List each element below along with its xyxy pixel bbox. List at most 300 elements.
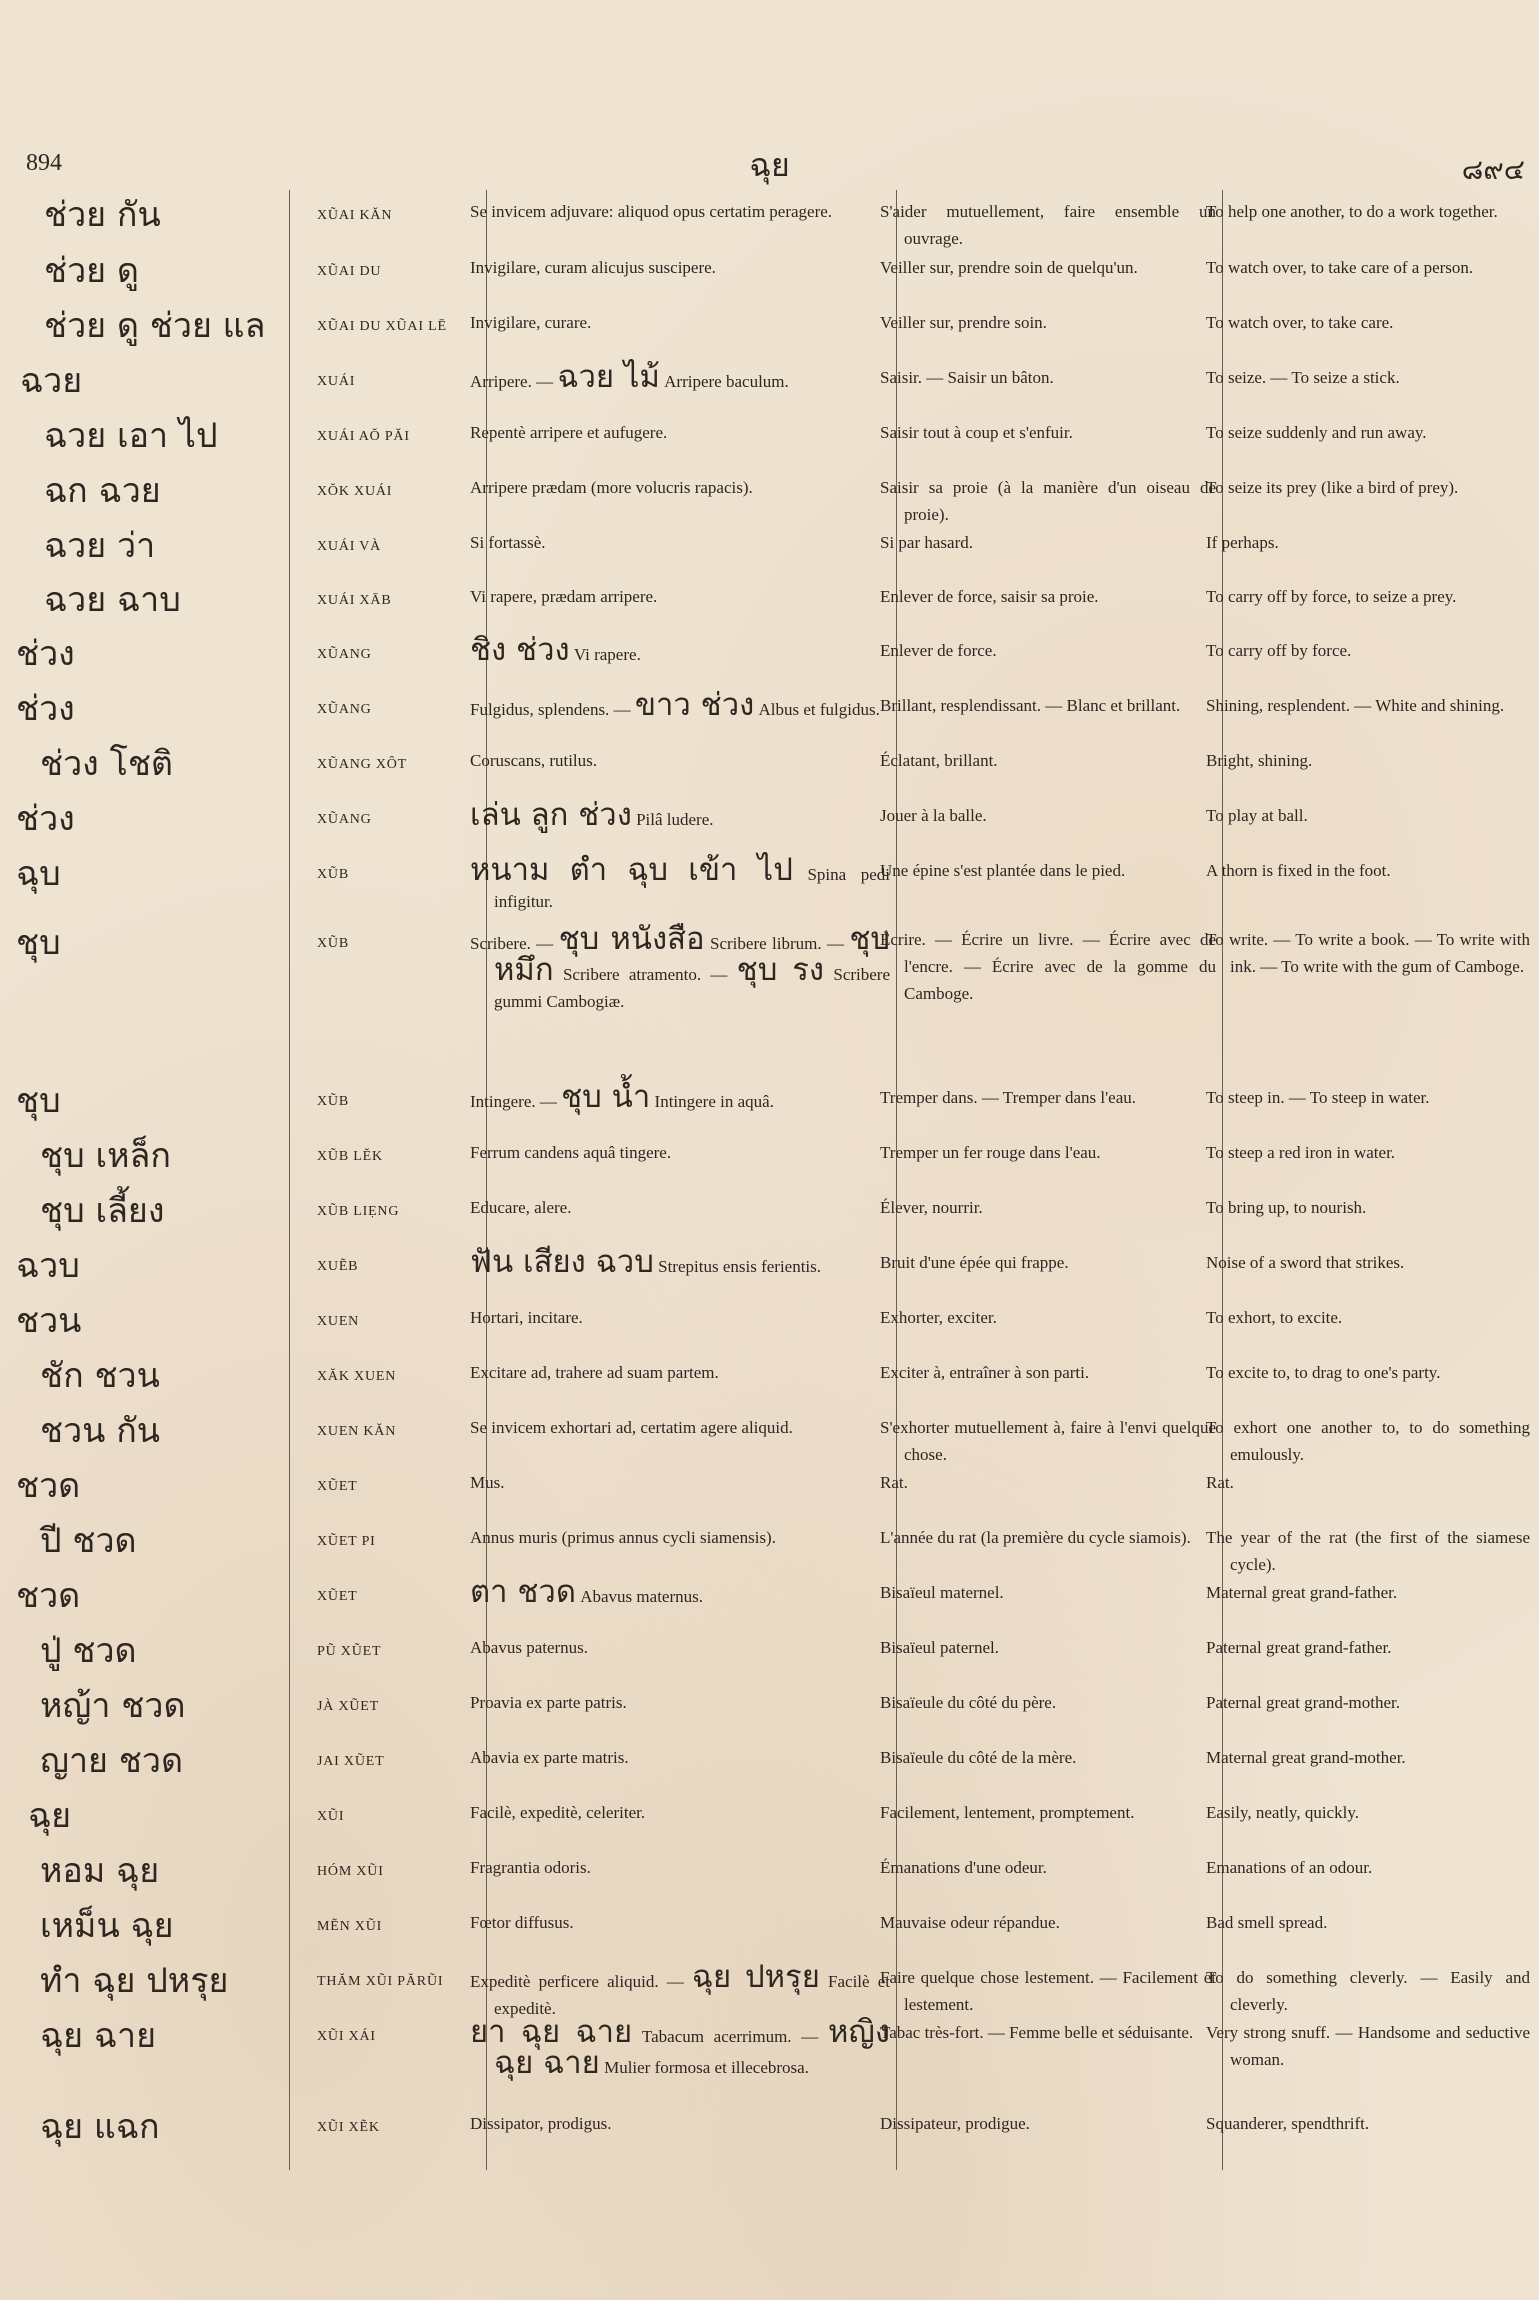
latin-text: [470, 1414, 890, 1441]
french-text: Rat.: [880, 1473, 908, 1492]
english-definition: [1206, 926, 1530, 980]
latin-definition: [470, 1799, 890, 1826]
thai-headword: ฉุบ: [16, 854, 61, 894]
english-definition: [1206, 802, 1530, 829]
transliteration: XUÁI VÀ: [317, 539, 382, 554]
latin-definition: [470, 309, 890, 336]
latin-definition: [470, 1304, 890, 1331]
latin-text-part: Scribere librum. —: [710, 934, 844, 953]
french-text: Saisir sa proie (à la manière d'un oiseau de proie).: [880, 478, 1216, 524]
french-definition: [880, 254, 1216, 281]
thai-example: ฉวย ไม้: [557, 359, 660, 395]
thai-headword: ช่วง: [16, 799, 75, 839]
thai-headword: ปู่ ชวด: [40, 1631, 137, 1671]
transliteration: XŨANG XÔT: [317, 757, 408, 772]
thai-example: ฉุย ปหรุย: [691, 1959, 820, 1995]
english-definition: [1206, 1249, 1530, 1276]
thai-headword: ช่วย ดู ช่วย แล: [44, 306, 266, 346]
latin-text: [470, 359, 890, 395]
transliteration: PŨ XŨET: [317, 1644, 382, 1659]
french-definition: [880, 1194, 1216, 1221]
latin-text-part: Scribere atramento. —: [562, 965, 728, 984]
latin-text: [470, 852, 890, 915]
latin-text: [470, 1079, 890, 1115]
french-text: Exhorter, exciter.: [880, 1308, 997, 1327]
french-text: Une épine s'est plantée dans le pied.: [880, 861, 1126, 880]
latin-definition: [470, 1689, 890, 1716]
french-definition: [880, 1964, 1216, 2018]
french-definition: [880, 2019, 1216, 2046]
transliteration: XŎK XUÁI: [317, 484, 393, 499]
english-definition: [1206, 2110, 1530, 2137]
french-text: Bruit d'une épée qui frappe.: [880, 1253, 1069, 1272]
french-definition: [880, 1634, 1216, 1661]
english-definition: [1206, 419, 1530, 446]
latin-text-part: Ferrum candens aquâ tingere.: [470, 1143, 672, 1162]
latin-text: [470, 1634, 890, 1661]
english-definition: [1206, 1414, 1530, 1468]
english-text: Very strong snuff. — Handsome and seductive woman.: [1206, 2023, 1530, 2069]
english-text: Easily, neatly, quickly.: [1206, 1803, 1359, 1822]
english-definition: [1206, 1854, 1530, 1881]
french-text: Enlever de force, saisir sa proie.: [880, 587, 1099, 606]
latin-text-part: Fragrantia odoris.: [470, 1858, 591, 1877]
english-text: To do something cleverly. — Easily and cleverly.: [1206, 1968, 1530, 2014]
thai-headword: ฉวย ว่า: [44, 526, 156, 566]
latin-definition: [470, 1574, 890, 1610]
latin-text: [470, 1304, 890, 1331]
english-definition: [1206, 857, 1530, 884]
latin-definition: [470, 1359, 890, 1386]
thai-example: หนาม ตำ ฉุบ เข้า ไป: [470, 852, 793, 888]
latin-text-part: Arripere prædam (more volucris rapacis).: [470, 478, 753, 497]
french-text: Jouer à la balle.: [880, 806, 987, 825]
french-text: Si par hasard.: [880, 533, 974, 552]
french-definition: [880, 1524, 1216, 1551]
english-text: To seize. — To seize a stick.: [1206, 368, 1400, 387]
french-text: S'aider mutuellement, faire ensemble un ouvrage.: [880, 202, 1216, 248]
latin-definition: [470, 1634, 890, 1661]
column-rule: [289, 190, 290, 2170]
thai-headword: ชุบ: [16, 923, 61, 963]
french-definition: [880, 583, 1216, 610]
thai-example: ชุบ หนังสือ: [558, 921, 705, 957]
latin-text-part: Se invicem adjuvare: aliquod opus certatim peragere.: [470, 202, 833, 221]
thai-headword: ฉุย แฉก: [40, 2107, 160, 2147]
latin-text-part: Repentè arripere et aufugere.: [470, 423, 668, 442]
thai-example: หญิง ฉุย ฉาย: [494, 2014, 890, 2081]
english-text: The year of the rat (the first of the siamese cycle).: [1206, 1528, 1530, 1574]
english-definition: [1206, 1689, 1530, 1716]
english-text: To watch over, to take care.: [1206, 313, 1394, 332]
transliteration: XUÁI AŎ PǍI: [317, 429, 410, 444]
latin-text-part: Proavia ex parte patris.: [470, 1693, 627, 1712]
latin-text-part: Strepitus ensis ferientis.: [658, 1257, 822, 1276]
latin-text-part: Intingere in aquâ.: [654, 1092, 774, 1111]
french-definition: [880, 1854, 1216, 1881]
thai-headword: ชวด: [16, 1576, 81, 1616]
transliteration: JAI XŨET: [317, 1754, 385, 1769]
latin-text: [470, 921, 891, 1015]
english-text: Rat.: [1206, 1473, 1234, 1492]
french-definition: [880, 198, 1216, 252]
transliteration: XŨANG: [317, 647, 372, 662]
transliteration: JÀ XŨET: [317, 1699, 379, 1714]
latin-text: [470, 2014, 890, 2081]
french-definition: [880, 419, 1216, 446]
transliteration: XŨB: [317, 867, 349, 882]
english-definition: [1206, 198, 1530, 225]
latin-definition: [470, 797, 890, 833]
thai-headword: ฉก ฉวย: [44, 471, 161, 511]
french-text: Bisaïeule du côté de la mère.: [880, 1748, 1077, 1767]
latin-text: [470, 1139, 890, 1166]
transliteration: XŨANG: [317, 702, 372, 717]
latin-text: [470, 1854, 890, 1881]
french-definition: [880, 474, 1216, 528]
latin-text-part: Mus.: [470, 1473, 505, 1492]
english-text: Paternal great grand-mother.: [1206, 1693, 1401, 1712]
transliteration: XUÁI XĀB: [317, 593, 392, 608]
latin-definition: [470, 2014, 890, 2081]
transliteration: XŨET: [317, 1589, 358, 1604]
english-definition: [1206, 1634, 1530, 1661]
thai-example: ชุบ น้ำ: [561, 1079, 651, 1115]
thai-example: ตา ชวด: [470, 1574, 576, 1610]
latin-definition: [470, 419, 890, 446]
transliteration: XŨAI DU: [317, 264, 382, 279]
transliteration: XŨAI KǍN: [317, 208, 393, 223]
english-definition: [1206, 364, 1530, 391]
transliteration: XŨET PI: [317, 1534, 376, 1549]
english-text: Maternal great grand-father.: [1206, 1583, 1398, 1602]
english-text: To watch over, to take care of a person.: [1206, 258, 1474, 277]
english-definition: [1206, 1359, 1530, 1386]
thai-headword: ชวน: [16, 1301, 82, 1341]
latin-text: [470, 419, 890, 446]
latin-text: [470, 529, 890, 556]
french-definition: [880, 1084, 1216, 1111]
english-definition: [1206, 529, 1530, 556]
thai-headword: ช่วง: [16, 634, 75, 674]
latin-text-part: Expeditè perficere aliquid. —: [470, 1972, 684, 1991]
thai-example: ขาว ช่วง: [634, 687, 755, 723]
english-definition: [1206, 1139, 1530, 1166]
french-definition: [880, 637, 1216, 664]
english-definition: [1206, 474, 1530, 501]
latin-definition: [470, 632, 890, 668]
latin-definition: [470, 583, 890, 610]
thai-headword: ฉวย: [20, 361, 83, 401]
french-definition: [880, 692, 1216, 719]
french-text: L'année du rat (la première du cycle siamois).: [880, 1528, 1191, 1547]
latin-definition: [470, 921, 891, 1015]
latin-definition: [470, 1139, 890, 1166]
latin-text-part: Scribere gummi Cambogiæ.: [494, 965, 891, 1011]
french-text: Veiller sur, prendre soin.: [880, 313, 1047, 332]
transliteration: XŨET: [317, 1479, 358, 1494]
latin-text-part: Excitare ad, trahere ad suam partem.: [470, 1363, 719, 1382]
english-text: A thorn is fixed in the foot.: [1206, 861, 1391, 880]
latin-definition: [470, 1469, 890, 1496]
english-definition: [1206, 254, 1530, 281]
french-definition: [880, 1414, 1216, 1468]
english-definition: [1206, 747, 1530, 774]
latin-text-part: Se invicem exhortari ad, certatim agere aliquid.: [470, 1418, 793, 1437]
french-definition: [880, 1909, 1216, 1936]
english-definition: [1206, 2019, 1530, 2073]
french-definition: [880, 802, 1216, 829]
thai-example: ฟัน เสียง ฉวบ: [470, 1244, 654, 1280]
latin-text-part: Vi rapere, prædam arripere.: [470, 587, 658, 606]
french-definition: [880, 1689, 1216, 1716]
english-text: Shining, resplendent. — White and shining.: [1206, 696, 1505, 715]
french-definition: [880, 1139, 1216, 1166]
latin-text: [470, 797, 890, 833]
latin-text-part: Albus et fulgidus.: [758, 700, 880, 719]
french-text: Exciter à, entraîner à son parti.: [880, 1363, 1090, 1382]
english-definition: [1206, 309, 1530, 336]
latin-text-part: Hortari, incitare.: [470, 1308, 583, 1327]
latin-definition: [470, 1524, 890, 1551]
english-definition: [1206, 1964, 1530, 2018]
french-text: Émanations d'une odeur.: [880, 1858, 1047, 1877]
english-text: To steep a red iron in water.: [1206, 1143, 1396, 1162]
latin-text-part: Annus muris (primus annus cycli siamensis).: [470, 1528, 776, 1547]
english-text: To seize suddenly and run away.: [1206, 423, 1427, 442]
thai-headword: ฉวย เอา ไป: [44, 416, 218, 456]
french-text: Tabac très-fort. — Femme belle et séduisante.: [880, 2023, 1194, 2042]
latin-definition: [470, 687, 890, 723]
page-number-thai: ๘๙๔: [1461, 153, 1525, 186]
thai-headword: ชุบ เหล็ก: [40, 1136, 171, 1176]
french-definition: [880, 2110, 1216, 2137]
latin-text: [470, 747, 890, 774]
transliteration: MẼN XŨI: [317, 1919, 383, 1934]
latin-text-part: Abavus paternus.: [470, 1638, 589, 1657]
thai-headword: ช่วง โชติ: [40, 744, 173, 784]
english-definition: [1206, 692, 1530, 719]
english-definition: [1206, 1524, 1530, 1578]
french-text: Bisaïeule du côté du père.: [880, 1693, 1057, 1712]
transliteration: XUEN KǍN: [317, 1424, 397, 1439]
latin-definition: [470, 474, 890, 501]
french-text: Mauvaise odeur répandue.: [880, 1913, 1060, 1932]
thai-example: ชุบ รง: [736, 952, 825, 988]
french-text: Tremper un fer rouge dans l'eau.: [880, 1143, 1101, 1162]
latin-definition: [470, 1854, 890, 1881]
transliteration: XŨB: [317, 936, 349, 951]
english-text: To carry off by force, to seize a prey.: [1206, 587, 1457, 606]
french-text: Bisaïeul paternel.: [880, 1638, 999, 1657]
latin-text-part: Arripere baculum.: [664, 372, 789, 391]
thai-headword: หอม ฉุย: [40, 1851, 160, 1891]
english-text: To exhort one another to, to do something emulously.: [1206, 1418, 1530, 1464]
transliteration: THĂM XŨI PĂRŨI: [317, 1974, 444, 1989]
transliteration: HÓM XŨI: [317, 1864, 384, 1879]
latin-text-part: Invigilare, curare.: [470, 313, 592, 332]
transliteration: XUẼB: [317, 1259, 359, 1274]
latin-definition: [470, 1744, 890, 1771]
english-text: If perhaps.: [1206, 533, 1279, 552]
english-text: To carry off by force.: [1206, 641, 1352, 660]
latin-text: [470, 309, 890, 336]
latin-text-part: Scribere. —: [470, 934, 554, 953]
english-definition: [1206, 1084, 1530, 1111]
latin-text: [470, 1574, 890, 1610]
french-text: Veiller sur, prendre soin de quelqu'un.: [880, 258, 1138, 277]
french-text: Facilement, lentement, promptement.: [880, 1803, 1135, 1822]
latin-text: [470, 1244, 890, 1280]
french-definition: [880, 1249, 1216, 1276]
french-definition: [880, 1469, 1216, 1496]
thai-example: ยา ฉุย ฉาย: [470, 2014, 633, 2050]
transliteration: XŨI XẼK: [317, 2120, 380, 2135]
latin-text-part: Mulier formosa et illecebrosa.: [604, 2058, 809, 2077]
thai-example: ชิง ช่วง: [470, 632, 570, 668]
french-text: Bisaïeul maternel.: [880, 1583, 1004, 1602]
page-title: ฉุย: [749, 146, 790, 184]
english-definition: [1206, 1799, 1530, 1826]
latin-text: [470, 474, 890, 501]
english-text: Emanations of an odour.: [1206, 1858, 1373, 1877]
french-definition: [880, 857, 1216, 884]
english-text: Noise of a sword that strikes.: [1206, 1253, 1405, 1272]
english-text: To steep in. — To steep in water.: [1206, 1088, 1430, 1107]
latin-text-part: Dissipator, prodigus.: [470, 2114, 612, 2133]
french-definition: [880, 1579, 1216, 1606]
latin-definition: [470, 1909, 890, 1936]
english-text: To write. — To write a book. — To write with ink. — To write with the gum of Camboge.: [1206, 930, 1530, 976]
english-text: To help one another, to do a work together.: [1206, 202, 1498, 221]
latin-text-part: Coruscans, rutilus.: [470, 751, 598, 770]
latin-definition: [470, 254, 890, 281]
thai-headword: ฉวย ฉาบ: [44, 580, 181, 620]
french-definition: [880, 1359, 1216, 1386]
latin-text-part: Facilè, expeditè, celeriter.: [470, 1803, 646, 1822]
french-text: S'exhorter mutuellement à, faire à l'envi quelque chose.: [880, 1418, 1216, 1464]
french-definition: [880, 529, 1216, 556]
transliteration: XŨAI DU XŨAI LĒ: [317, 319, 447, 334]
latin-definition: [470, 1414, 890, 1441]
english-text: Squanderer, spendthrift.: [1206, 2114, 1370, 2133]
thai-headword: ฉวบ: [16, 1246, 80, 1286]
transliteration: XUEN: [317, 1314, 360, 1329]
transliteration: XŨB LIẸNG: [317, 1204, 400, 1219]
english-text: Maternal great grand-mother.: [1206, 1748, 1406, 1767]
english-definition: [1206, 1579, 1530, 1606]
thai-example: เล่น ลูก ช่วง: [470, 797, 632, 833]
latin-text: [470, 1744, 890, 1771]
english-text: Paternal great grand-father.: [1206, 1638, 1392, 1657]
latin-text: [470, 1194, 890, 1221]
english-definition: [1206, 1194, 1530, 1221]
latin-text: [470, 583, 890, 610]
latin-text: [470, 254, 890, 281]
english-definition: [1206, 1744, 1530, 1771]
english-text: To seize its prey (like a bird of prey).: [1206, 478, 1459, 497]
latin-text-part: Vi rapere.: [573, 645, 641, 664]
french-definition: [880, 1744, 1216, 1771]
french-text: Éclatant, brillant.: [880, 751, 998, 770]
thai-headword: ชุบ เลี้ยง: [40, 1191, 165, 1231]
latin-definition: [470, 198, 890, 225]
latin-text: [470, 687, 890, 723]
thai-headword: หญ้า ชวด: [40, 1686, 186, 1726]
english-definition: [1206, 1469, 1530, 1496]
latin-text: [470, 1469, 890, 1496]
latin-text-part: Abavus maternus.: [580, 1587, 703, 1606]
english-definition: [1206, 583, 1530, 610]
french-text: Saisir. — Saisir un bâton.: [880, 368, 1054, 387]
french-text: Tremper dans. — Tremper dans l'eau.: [880, 1088, 1136, 1107]
latin-definition: [470, 2110, 890, 2137]
latin-text-part: Arripere. —: [470, 372, 554, 391]
french-definition: [880, 309, 1216, 336]
french-definition: [880, 926, 1216, 1007]
thai-headword: ทำ ฉุย ปหรุย: [40, 1961, 229, 2001]
latin-text: [470, 1689, 890, 1716]
french-text: Brillant, resplendissant. — Blanc et brillant.: [880, 696, 1181, 715]
thai-headword: ชวด: [16, 1466, 81, 1506]
transliteration: XŨI XÁI: [317, 2029, 376, 2044]
latin-definition: [470, 1194, 890, 1221]
thai-headword: เหม็น ฉุย: [40, 1906, 174, 1946]
latin-definition: [470, 359, 890, 395]
english-text: To play at ball.: [1206, 806, 1308, 825]
latin-text-part: Intingere. —: [470, 1092, 557, 1111]
latin-text-part: Si fortassè.: [470, 533, 546, 552]
transliteration: XŨI: [317, 1809, 345, 1824]
latin-text-part: Spina pedi infigitur.: [494, 865, 890, 911]
thai-headword: ฉุย: [28, 1796, 72, 1836]
english-text: To bring up, to nourish.: [1206, 1198, 1367, 1217]
english-definition: [1206, 637, 1530, 664]
transliteration: XĂK XUEN: [317, 1369, 397, 1384]
thai-headword: ญาย ชวด: [40, 1741, 184, 1781]
latin-definition: [470, 747, 890, 774]
french-text: Faire quelque chose lestement. — Facilement et lestement.: [880, 1968, 1216, 2014]
thai-headword: ชัก ชวน: [40, 1356, 160, 1396]
french-definition: [880, 364, 1216, 391]
french-text: Écrire. — Écrire un livre. — Écrire avec de l'encre. — Écrire avec de la gomme du Camboge.: [880, 930, 1216, 1003]
latin-text-part: Fulgidus, splendens. —: [470, 700, 631, 719]
latin-text-part: Facilè et expeditè.: [494, 1972, 890, 2018]
thai-headword: ช่วง: [16, 689, 75, 729]
english-text: To exhort, to excite.: [1206, 1308, 1343, 1327]
page-number-arabic: 894: [26, 150, 62, 176]
french-text: Saisir tout à coup et s'enfuir.: [880, 423, 1073, 442]
latin-text-part: Invigilare, curam alicujus suscipere.: [470, 258, 716, 277]
latin-text-part: Educare, alere.: [470, 1198, 572, 1217]
page-header: [0, 140, 1539, 186]
latin-text-part: Fœtor diffusus.: [470, 1913, 574, 1932]
french-definition: [880, 1799, 1216, 1826]
transliteration: XŨB LĔK: [317, 1149, 383, 1164]
english-definition: [1206, 1304, 1530, 1331]
latin-text: [470, 1359, 890, 1386]
french-text: Élever, nourrir.: [880, 1198, 983, 1217]
thai-headword: ช่วย กัน: [44, 195, 161, 235]
latin-text: [470, 198, 890, 225]
latin-text-part: Abavia ex parte matris.: [470, 1748, 629, 1767]
latin-text: [470, 1524, 890, 1551]
latin-text: [470, 2110, 890, 2137]
thai-headword: ช่วย ดู: [44, 251, 139, 291]
transliteration: XŨB: [317, 1094, 349, 1109]
transliteration: XŨANG: [317, 812, 372, 827]
latin-text: [470, 1799, 890, 1826]
